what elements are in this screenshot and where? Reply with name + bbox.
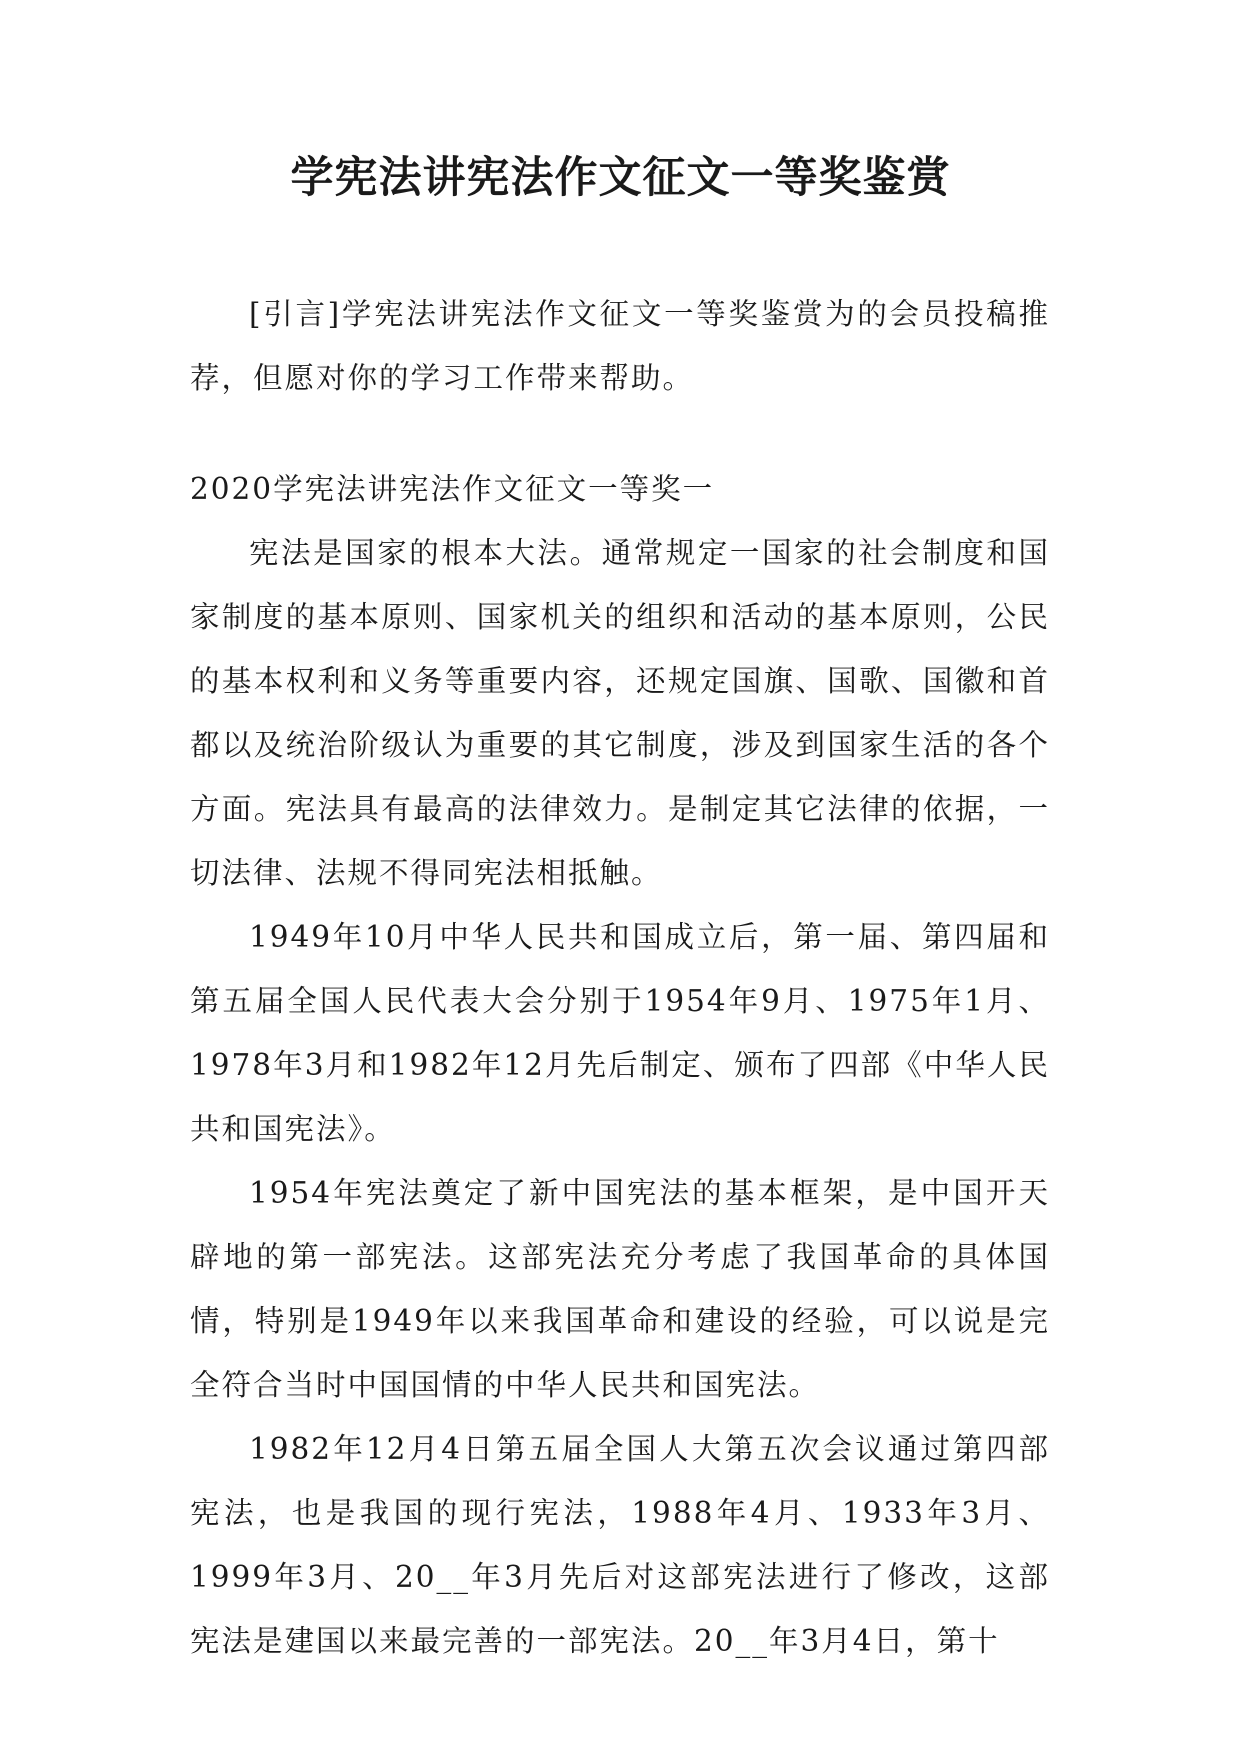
intro-paragraph: [引言]学宪法讲宪法作文征文一等奖鉴赏为的会员投稿推荐，但愿对你的学习工作带来帮助。 [190, 297, 1050, 395]
article-body [190, 457, 1050, 1673]
intro-block [190, 282, 1050, 410]
body-paragraph: 1949年10月中华人民共和国成立后，第一届、第四届和第五届全国人民代表大会分别于1954年9月、1975年1月、1978年3月和1982年12月先后制定、颁布了四部《中华人民共和国宪法》。 [190, 920, 1050, 1146]
section-heading: 2020学宪法讲宪法作文征文一等奖一 [190, 472, 715, 506]
body-paragraph: 1954年宪法奠定了新中国宪法的基本框架，是中国开天辟地的第一部宪法。这部宪法充分考虑了我国革命的具体国情，特别是1949年以来我国革命和建设的经验，可以说是完全符合当时中国国情的中华人民共和国宪法。 [190, 1176, 1050, 1402]
body-paragraph: 宪法是国家的根本大法。通常规定一国家的社会制度和国家制度的基本原则、国家机关的组织和活动的基本原则，公民的基本权利和义务等重要内容，还规定国旗、国歌、国徽和首都以及统治阶级认为重要的其它制度，涉及到国家生活的各个方面。宪法具有最高的法律效力。是制定其它法律的依据，一切法律、法规不得同宪法相抵触。 [190, 536, 1050, 890]
body-paragraph: 1982年12月4日第五届全国人大第五次会议通过第四部宪法，也是我国的现行宪法，1988年4月、1933年3月、1999年3月、20__年3月先后对这部宪法进行了修改，这部宪法是建国以来最完善的一部宪法。20__年3月4日，第十 [190, 1432, 1050, 1658]
document-title: 学宪法讲宪法作文征文一等奖鉴赏 [290, 153, 951, 203]
